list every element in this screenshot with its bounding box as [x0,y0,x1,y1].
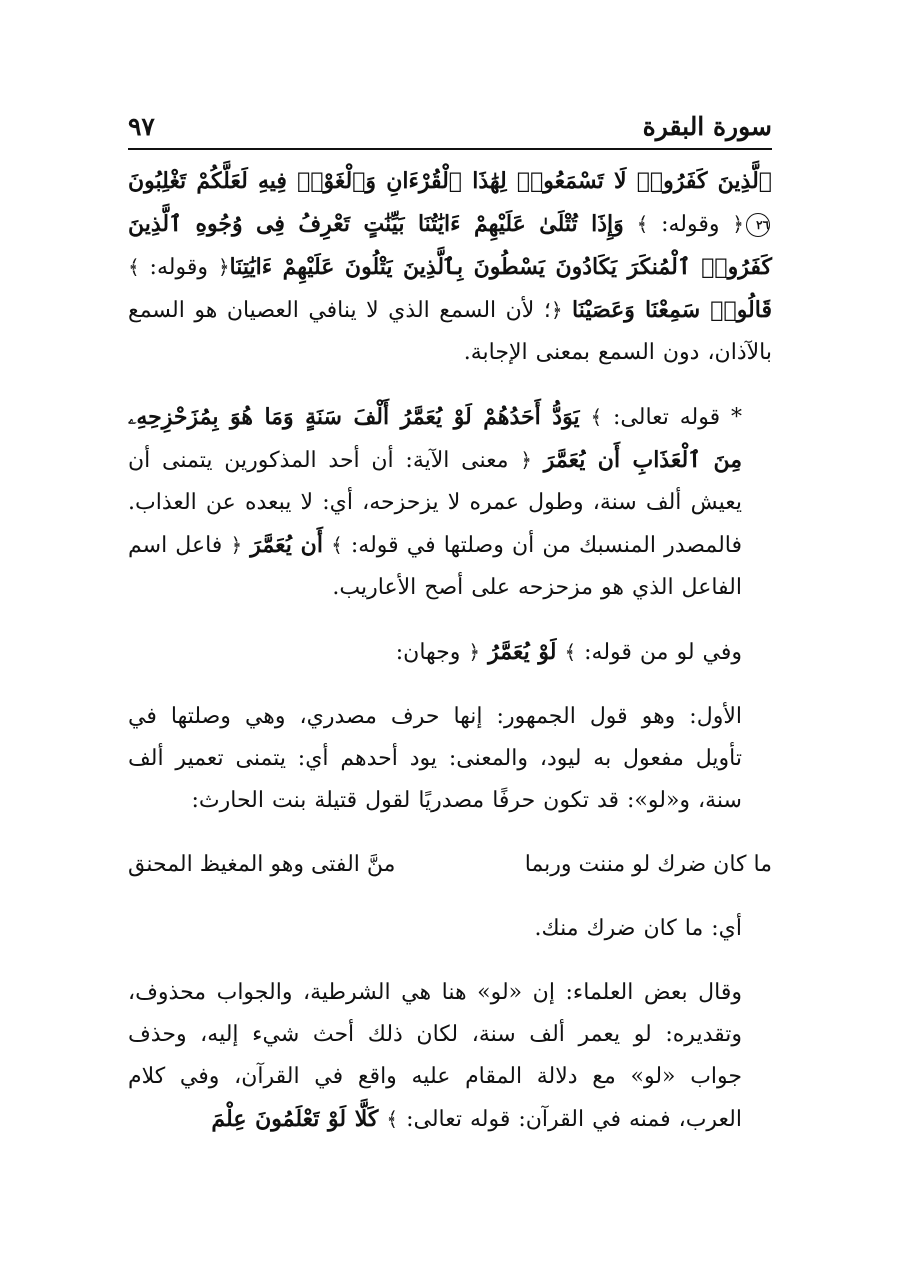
bracket-close: ﴿ [468,640,481,664]
paragraph-6-text-1: وقال بعض العلماء: إن «لو» هنا هي الشرطية، والجواب محذوف، وتقديره: لو يعمر ألف سنة، لكان ذلك أحث شيء إليه، وحذف جواب «لو» مع دلالة المقام عليه واقع في القرآن، وفي كلام العرب، فمنه في القرآن: قوله تعالى: [128,980,742,1132]
paragraph-4: الأول: وهو قول الجمهور: إنها حرف مصدري، وهي وصلتها في تأويل مفعول به ليود، والمعنى: يود أحدهم أي: يتمنى تعمير ألف سنة، و«لو»: قد تكون حرفًا مصدريًا لقول قتيلة بنت الحارث: [128,704,742,813]
paragraph-3-text-2: وجهان: [395,640,469,665]
bracket-open: ﴾ [386,1107,399,1131]
surah-title: سورة البقرة [642,112,772,141]
paragraph-2-text-1: * قوله تعالى: [602,405,742,430]
paragraph-1-text-2: وقوله: [139,255,218,280]
bracket-open: ﴾ [128,255,140,279]
verse-second-hemistich: منَّ الفتى وهو المغيظ المحنق [128,852,396,877]
paragraph-2-text-2: معنى الآية: أن أحد المذكورين يتمنى أن يعيش ألف سنة، وطول عمره لا يزحزحه، أي: لا يبعده عن العذاب. فالمصدر المنسبك من أن وصلتها في قوله: [128,448,742,558]
bracket-close: ﴿ [732,212,745,236]
bracket-open: ﴾ [636,212,649,236]
quran-quote-4: يَوَدُّ أَحَدُهُمْ لَوْ يُعَمَّرُ أَلْفَ سَنَةٍ وَمَا هُوَ بِمُزَحْزِحِهِۦ مِنَ ٱلْعَذَابِ أَن يُعَمَّرَ [128,404,743,473]
bracket-open: ﴾ [564,640,577,664]
quran-quote-5: أَن يُعَمَّرَ [250,532,323,558]
paragraph-3-text-1: وفي لو من قوله: [576,640,742,665]
quran-quote-1: ٱلَّذِينَ كَفَرُوا۟ لَا تَسْمَعُوا۟ لِهَٰذَا ٱلْقُرْءَانِ وَٱلْغَوْا۟ فِيهِ لَعَلَّكُمْ تَغْلِبُونَ ٢٦ [128,168,772,237]
bracket-close: ﴿ [230,533,243,557]
page-body [128,160,772,1141]
poetry-verse [128,844,772,886]
quran-quote-2: وَإِذَا تُتْلَىٰ عَلَيْهِمْ ءَايَٰتُنَا بَيِّنَٰتٍ تَعْرِفُ فِى وُجُوهِ ٱلَّذِينَ كَفَرُوا۟ ٱلْمُنكَرَ يَكَادُونَ يَسْطُونَ بِٱلَّذِينَ يَتْلُونَ عَلَيْهِمْ ءَايَٰتِنَا [128,211,772,280]
verse-first-hemistich: ما كان ضرك لو مننت وربما [524,852,772,877]
paragraph-1 [128,160,772,374]
bracket-close: ﴿ [550,298,563,322]
paragraph-3 [128,631,772,674]
quran-quote-7: كَلَّا لَوْ تَعْلَمُونَ عِلْمَ [211,1106,379,1132]
paragraph-2-text-3: فاعل اسم الفاعل الذي هو مزحزحه على أصح الأعاريب. [128,533,742,600]
page-number: ٩٧ [128,112,155,141]
bracket-close: ﴿ [217,255,230,279]
bracket-open: ﴾ [331,533,343,557]
quran-quote-3: قَالُوا۟ سَمِعْنَا وَعَصَيْنَا [572,297,772,323]
ayah-number: ٢٦ [746,213,770,237]
paragraph-1-text-1: وقوله: [648,212,733,237]
paragraph-1-text-3: ؛ لأن السمع الذي لا ينافي العصيان هو السمع بالآذان، دون السمع بمعنى الإجابة. [128,298,772,365]
quran-quote-6: لَوْ يُعَمَّرُ [488,639,557,665]
paragraph-2 [128,396,772,609]
bracket-open: ﴾ [590,405,603,429]
page-header [128,112,772,150]
bracket-close: ﴿ [520,448,533,472]
paragraph-6 [128,972,772,1141]
paragraph-5: أي: ما كان ضرك منك. [534,916,742,941]
